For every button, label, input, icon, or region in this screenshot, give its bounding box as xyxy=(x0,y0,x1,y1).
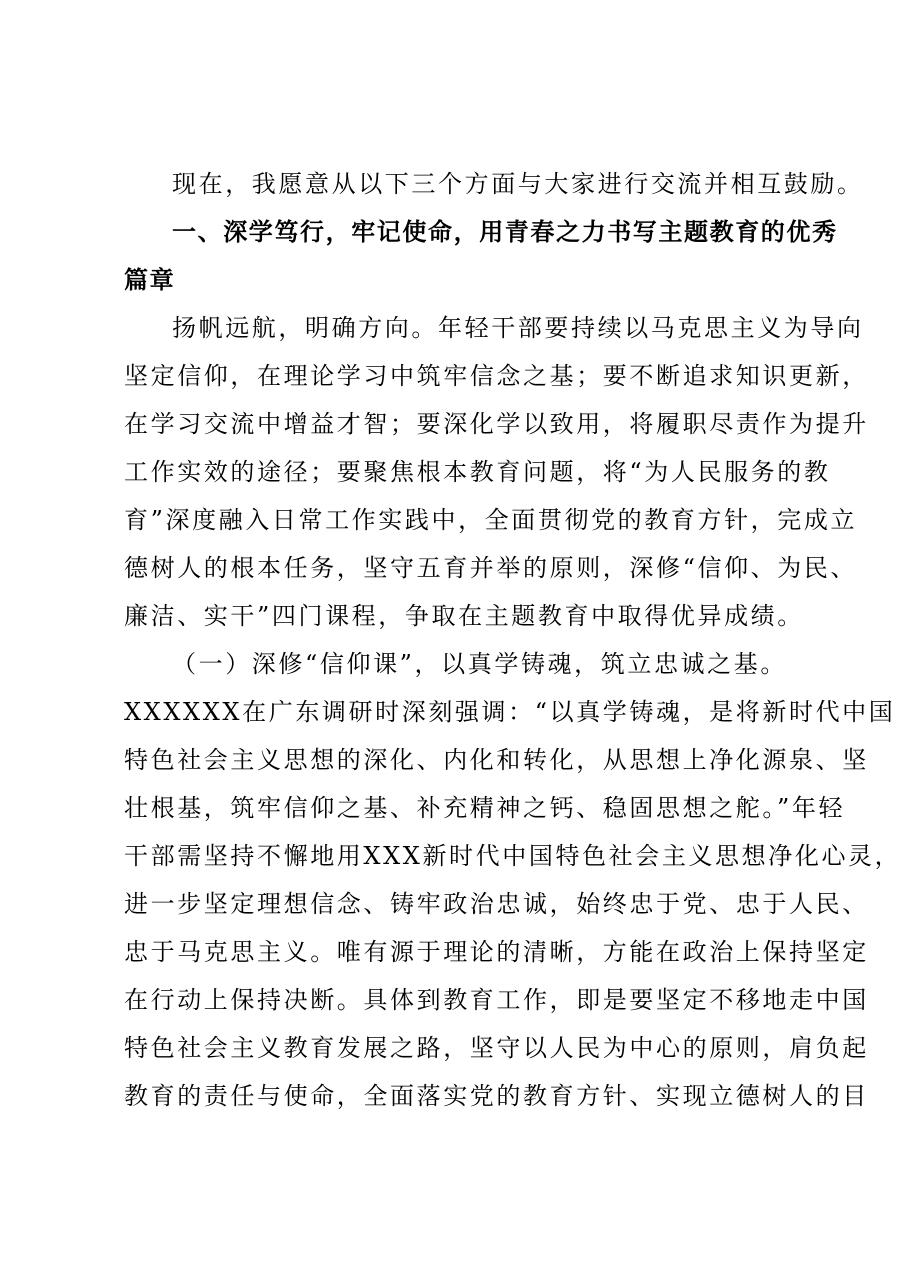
body-paragraph-line: 干部需坚持不懈地用XXX新时代中国特色社会主义思想净化心灵， xyxy=(124,842,902,870)
section-heading-line: 一、深学笃行，牢记使命，用青春之力书写主题教育的优秀 xyxy=(172,218,838,246)
body-paragraph-line: 进一步坚定理想信念、铸牢政治忠诚，始终忠于党、忠于人民、 xyxy=(124,890,869,918)
body-paragraph-line: 教育的责任与使命，全面落实党的教育方针、实现立德树人的目 xyxy=(124,1082,869,1110)
body-paragraph-line: 工作实效的途径；要聚焦根本教育问题，将“为人民服务的教 xyxy=(124,458,831,486)
body-paragraph-line: 坚定信仰，在理论学习中筑牢信念之基；要不断追求知识更新， xyxy=(124,362,869,390)
body-paragraph-line: 廉洁、实干”四门课程，争取在主题教育中取得优异成绩。 xyxy=(124,602,804,630)
intro-paragraph-line: 现在，我愿意从以下三个方面与大家进行交流并相互鼓励。 xyxy=(172,170,864,198)
subsection-paragraph-line: （一）深修“信仰课”，以真学铸魂，筑立忠诚之基。 xyxy=(172,650,787,678)
body-paragraph-line: 在学习交流中增益才智；要深化学以致用，将履职尽责作为提升 xyxy=(124,410,869,438)
body-paragraph-line: 壮根基，筑牢信仰之基、补充精神之钙、稳固思想之舵。”年轻 xyxy=(124,794,846,822)
body-paragraph-line: XXXXXX在广东调研时深刻强调：“以真学铸魂，是将新时代中国 xyxy=(124,698,896,726)
body-paragraph-line: 在行动上保持决断。具体到教育工作，即是要坚定不移地走中国 xyxy=(124,986,869,1014)
body-paragraph-line: 特色社会主义思想的深化、内化和转化，从思想上净化源泉、坚 xyxy=(124,746,869,774)
body-paragraph-line: 德树人的根本任务，坚守五育并举的原则，深修“信仰、为民、 xyxy=(124,554,858,582)
body-paragraph-line: 忠于马克思主义。唯有源于理论的清晰，方能在政治上保持坚定 xyxy=(124,938,869,966)
body-paragraph-line: 育”深度融入日常工作实践中，全面贯彻党的教育方针，完成立 xyxy=(124,506,858,534)
body-paragraph-line: 特色社会主义教育发展之路，坚守以人民为中心的原则，肩负起 xyxy=(124,1034,869,1062)
section-heading-line: 篇章 xyxy=(124,266,176,294)
body-paragraph-line: 扬帆远航，明确方向。年轻干部要持续以马克思主义为导向 xyxy=(172,314,864,342)
